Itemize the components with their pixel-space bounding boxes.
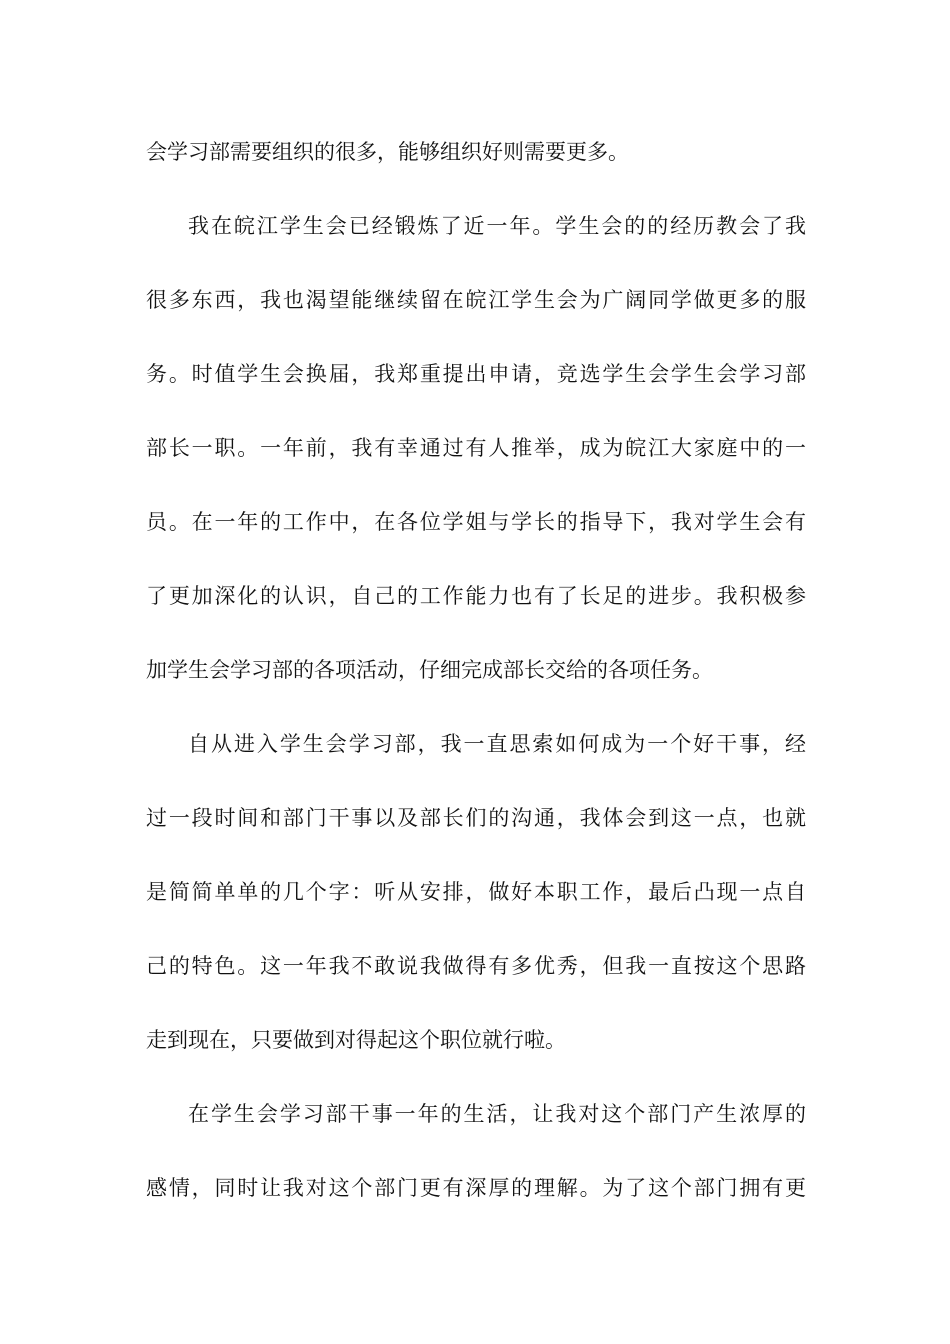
text-line: 了更加深化的认识，自己的工作能力也有了长足的进步。我积极参 [146, 584, 806, 608]
text-line: 会学习部需要组织的很多，能够组织好则需要更多。 [146, 140, 629, 164]
paragraph-first-line: 我在皖江学生会已经锻炼了近一年。学生会的的经历教会了我 [188, 214, 806, 238]
text-line: 务。时值学生会换届，我郑重提出申请，竞选学生会学生会学习部 [146, 362, 806, 386]
text-line: 加学生会学习部的各项活动，仔细完成部长交给的各项任务。 [146, 658, 713, 682]
text-line: 很多东西，我也渴望能继续留在皖江学生会为广阔同学做更多的服 [146, 288, 806, 312]
paragraph-first-line: 自从进入学生会学习部，我一直思索如何成为一个好干事，经 [188, 732, 806, 756]
text-line: 过一段时间和部门干事以及部长们的沟通，我体会到这一点，也就 [146, 806, 806, 830]
text-line: 员。在一年的工作中，在各位学姐与学长的指导下，我对学生会有 [146, 510, 806, 534]
text-line: 感情，同时让我对这个部门更有深厚的理解。为了这个部门拥有更 [146, 1176, 806, 1200]
paragraph-first-line: 在学生会学习部干事一年的生活，让我对这个部门产生浓厚的 [188, 1102, 806, 1126]
text-line: 走到现在，只要做到对得起这个职位就行啦。 [146, 1028, 566, 1052]
text-line: 己的特色。这一年我不敢说我做得有多优秀，但我一直按这个思路 [146, 954, 806, 978]
text-line: 是简简单单的几个字：听从安排，做好本职工作，最后凸现一点自 [146, 880, 806, 904]
text-line: 部长一职。一年前，我有幸通过有人推举，成为皖江大家庭中的一 [146, 436, 806, 460]
